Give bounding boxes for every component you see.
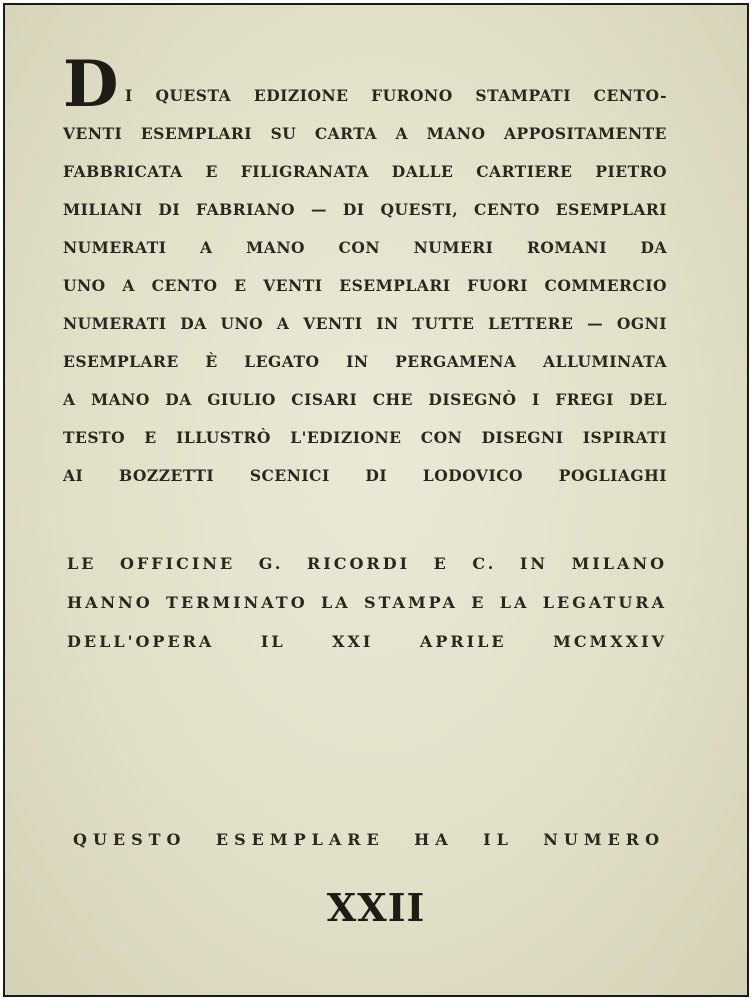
copy-number-label: QUESTO ESEMPLARE HA IL NUMERO	[73, 830, 665, 849]
imprint-line-1: LE OFFICINE G. RICORDI E C. IN MILANO	[67, 554, 667, 573]
colophon-line-9: A MANO DA GIULIO CISARI CHE DISEGNÒ I FREGI DEL	[63, 390, 667, 409]
colophon-line-2: VENTI ESEMPLARI SU CARTA A MANO APPOSITAMENTE	[63, 124, 667, 143]
colophon-line-5: NUMERATI A MANO CON NUMERI ROMANI DA	[63, 238, 667, 257]
colophon-line-6: UNO A CENTO E VENTI ESEMPLARI FUORI COMMERCIO	[63, 276, 667, 295]
colophon-page	[5, 5, 747, 995]
colophon-line-1: I QUESTA EDIZIONE FURONO STAMPATI CENTO-	[125, 86, 667, 105]
copy-number: XXII	[326, 885, 426, 930]
colophon-line-10: TESTO E ILLUSTRÒ L'EDIZIONE CON DISEGNI ISPIRATI	[63, 428, 667, 447]
colophon-line-11: AI BOZZETTI SCENICI DI LODOVICO POGLIAGHI	[63, 466, 667, 485]
imprint-line-2: HANNO TERMINATO LA STAMPA E LA LEGATURA	[67, 593, 667, 612]
page-frame	[3, 3, 749, 997]
imprint-line-3: DELL'OPERA IL XXI APRILE MCMXXIV	[67, 632, 667, 651]
colophon-line-4: MILIANI DI FABRIANO — DI QUESTI, CENTO ESEMPLARI	[63, 200, 667, 219]
colophon-line-3: FABBRICATA E FILIGRANATA DALLE CARTIERE PIETRO	[63, 162, 667, 181]
drop-cap: D	[63, 47, 119, 122]
colophon-line-7: NUMERATI DA UNO A VENTI IN TUTTE LETTERE — OGNI	[63, 314, 667, 333]
colophon-line-8: ESEMPLARE È LEGATO IN PERGAMENA ALLUMINATA	[63, 352, 667, 371]
